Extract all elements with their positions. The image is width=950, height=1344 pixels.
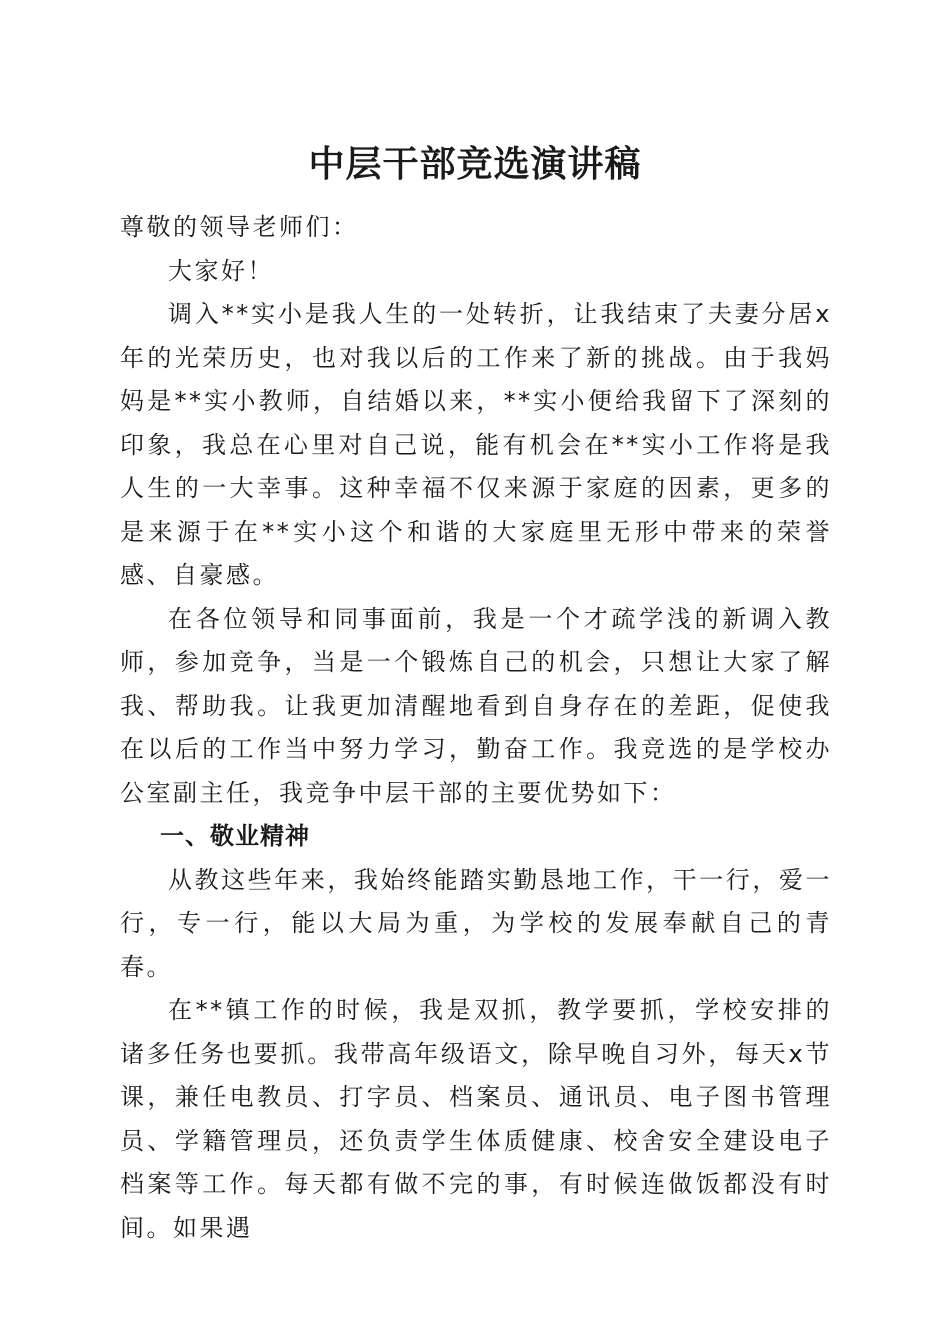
paragraph-4: 在**镇工作的时候，我是双抓，教学要抓，学校安排的诸多任务也要抓。我带高年级语文，除早晚自习外，每天x节课，兼任电教员、打字员、档案员、通讯员、电子图书管理员、学籍管理员，还负责学生体质健康、校舍安全建设电子档案等工作。每天都有做不完的事，有时候连做饭都没有时间。如果遇 bbox=[120, 996, 832, 1242]
paragraph-3: 从教这些年来，我始终能踏实勤恳地工作，干一行，爱一行，专一行，能以大局为重，为学校的发展奉献自己的青春。 bbox=[120, 865, 832, 981]
page-title: 中层干部竞选演讲稿 bbox=[308, 143, 642, 185]
paragraph-2: 在各位领导和同事面前，我是一个才疏学浅的新调入教师，参加竞争，当是一个锻炼自己的机会，只想让大家了解我、帮助我。让我更加清醒地看到自身存在的差距，促使我在以后的工作当中努力学习，勤奋工作。我竞选的是学校办公室副主任，我竞争中层干部的主要优势如下： bbox=[120, 604, 832, 807]
section-heading-1: 一、敬业精神 bbox=[160, 822, 310, 850]
document-body bbox=[120, 206, 832, 1250]
salutation: 尊敬的领导老师们： bbox=[120, 213, 359, 241]
greeting: 大家好！ bbox=[168, 256, 274, 285]
paragraph-1: 调入**实小是我人生的一处转折，让我结束了夫妻分居x年的光荣历史，也对我以后的工作来了新的挑战。由于我妈妈是**实小教师，自结婚以来，**实小便给我留下了深刻的印象，我总在心里对自己说，能有机会在**实小工作将是我人生的一大幸事。这种幸福不仅来源于家庭的因素，更多的是来源于在**实小这个和谐的大家庭里无形中带来的荣誉感、自豪感。 bbox=[120, 300, 832, 589]
